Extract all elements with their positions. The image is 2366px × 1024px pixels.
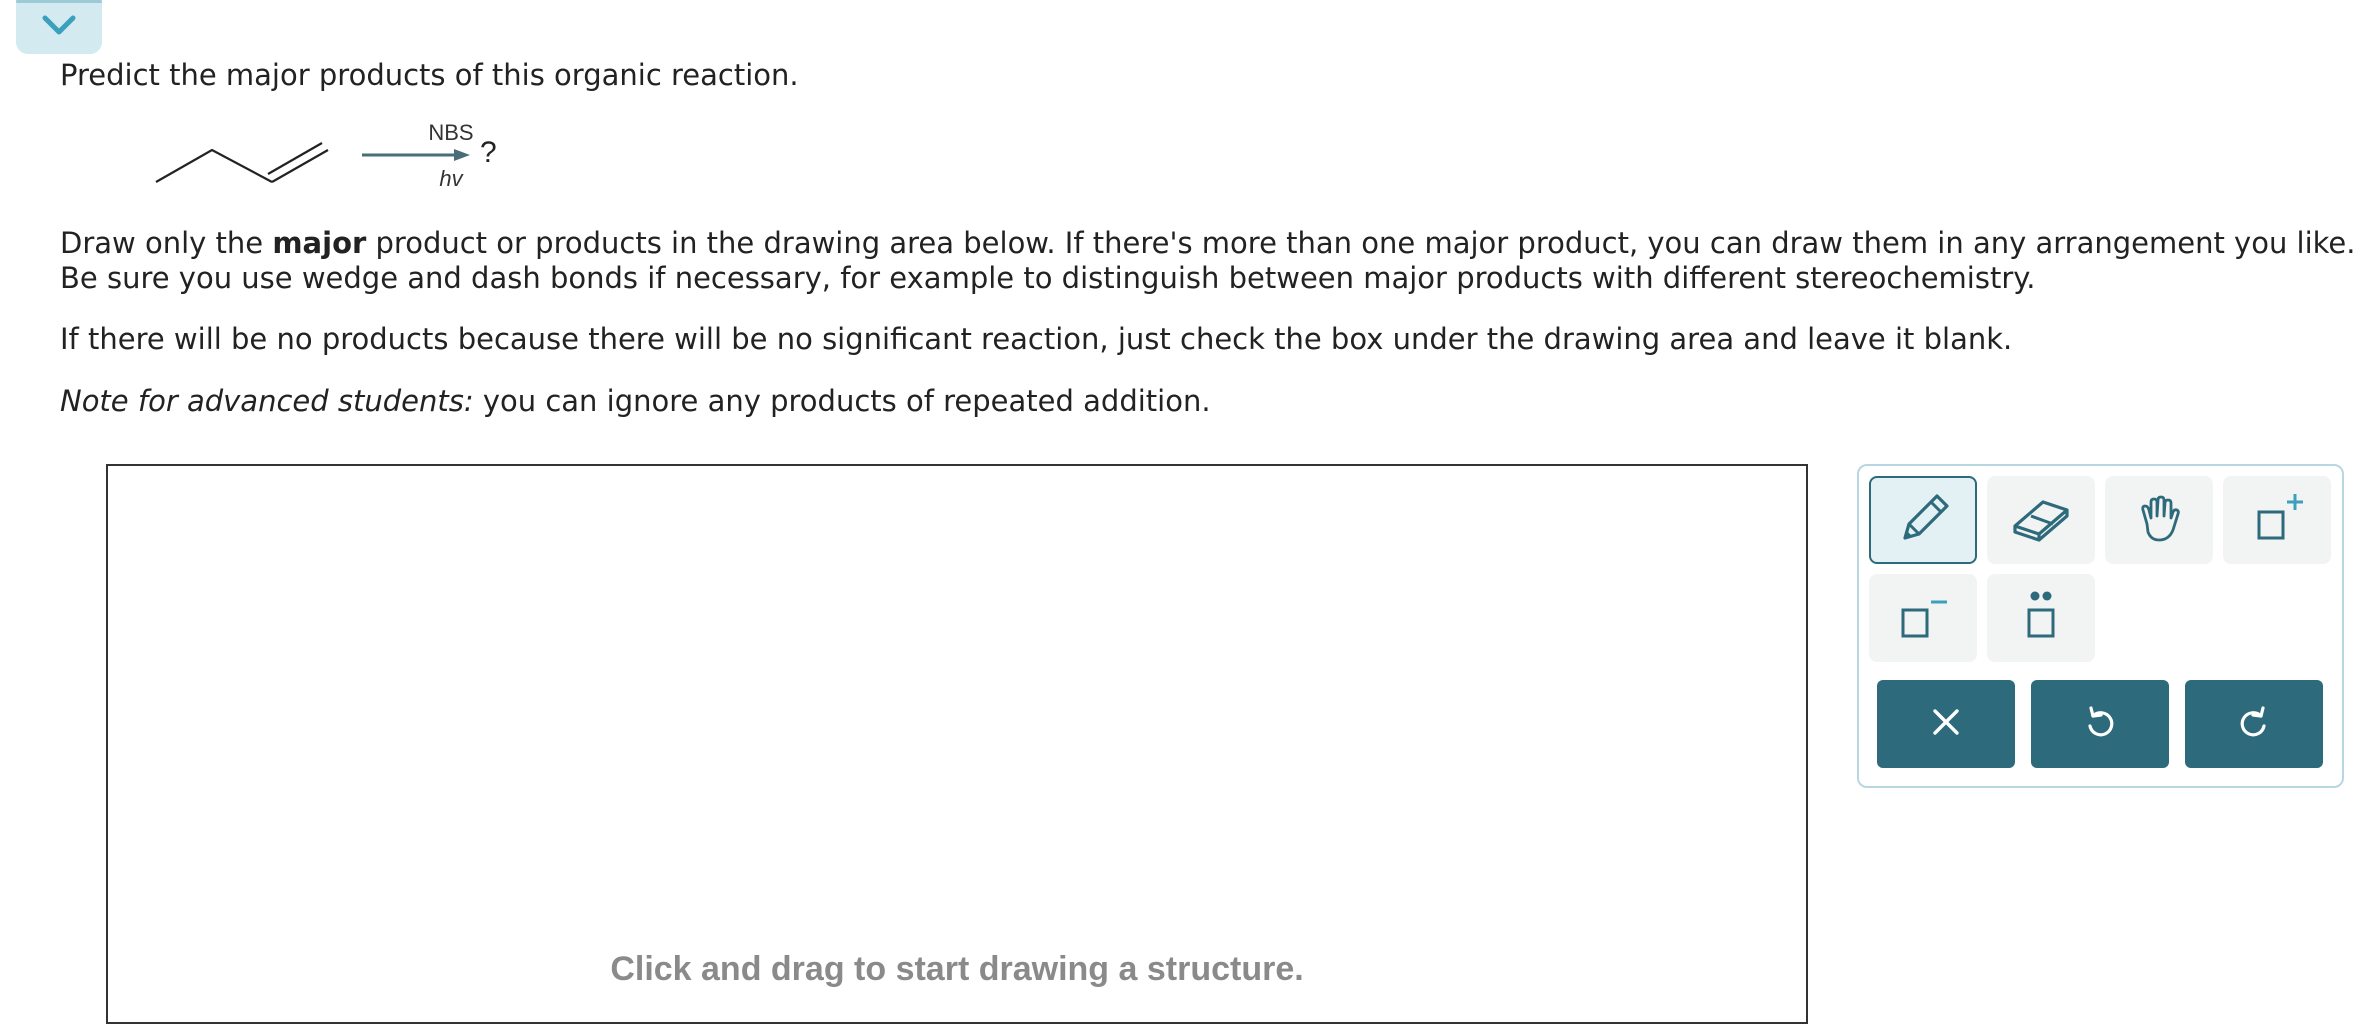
pencil-tool-button[interactable] [1869,476,1977,564]
undo-button[interactable] [2031,680,2169,768]
lone-pair-tool-button[interactable] [1987,574,2095,662]
positive-charge-icon [2247,490,2307,550]
advanced-students-note [60,384,1211,419]
advanced-note-text: you can ignore any products of repeated addition. [473,384,1211,418]
instructions-text-post: product or products in the drawing area below. If there's more than one major product, you can draw them in any arrangement you like. [366,226,2356,260]
instructions-line-1 [60,226,2356,261]
question-title: Predict the major products of this organic reaction. [60,58,799,92]
eraser-icon [2009,492,2073,548]
positive-charge-tool-button[interactable] [2223,476,2331,564]
no-reaction-note: If there will be no products because there will be no significant reaction, just check the box under the drawing area and leave it blank. [60,322,2013,356]
collapse-toggle-button[interactable] [16,0,102,54]
lone-pair-icon [2013,586,2069,650]
reaction-arrow [362,148,472,162]
hand-tool-button[interactable] [2105,476,2213,564]
undo-icon [2082,704,2118,744]
eraser-tool-button[interactable] [1987,476,2095,564]
negative-charge-icon [1893,588,1953,648]
redo-button[interactable] [2185,680,2323,768]
pencil-icon [1893,488,1953,552]
clear-button[interactable] [1877,680,2015,768]
reagent-below-arrow: hv [439,166,463,191]
reagent-above-arrow: NBS [428,120,474,145]
negative-charge-tool-button[interactable] [1869,574,1977,662]
hand-icon [2131,490,2187,550]
canvas-hint: Click and drag to start drawing a structure. [610,950,1304,988]
reaction-scheme [150,120,530,200]
unknown-product: ? [480,136,497,169]
instructions-line-2: Be sure you use wedge and dash bonds if necessary, for example to distinguish between major products with different stereochemistry. [60,261,2036,295]
instructions-text-pre: Draw only the [60,226,273,260]
redo-icon [2236,704,2272,744]
instructions-text-bold: major [272,226,367,260]
but-1-ene-skeletal-structure [150,130,340,200]
drawing-toolbox [1857,464,2344,788]
close-icon [1929,705,1963,743]
drawing-canvas[interactable] [106,464,1808,1024]
advanced-note-label: Note for advanced students: [60,384,474,418]
chevron-down-icon [39,12,79,42]
